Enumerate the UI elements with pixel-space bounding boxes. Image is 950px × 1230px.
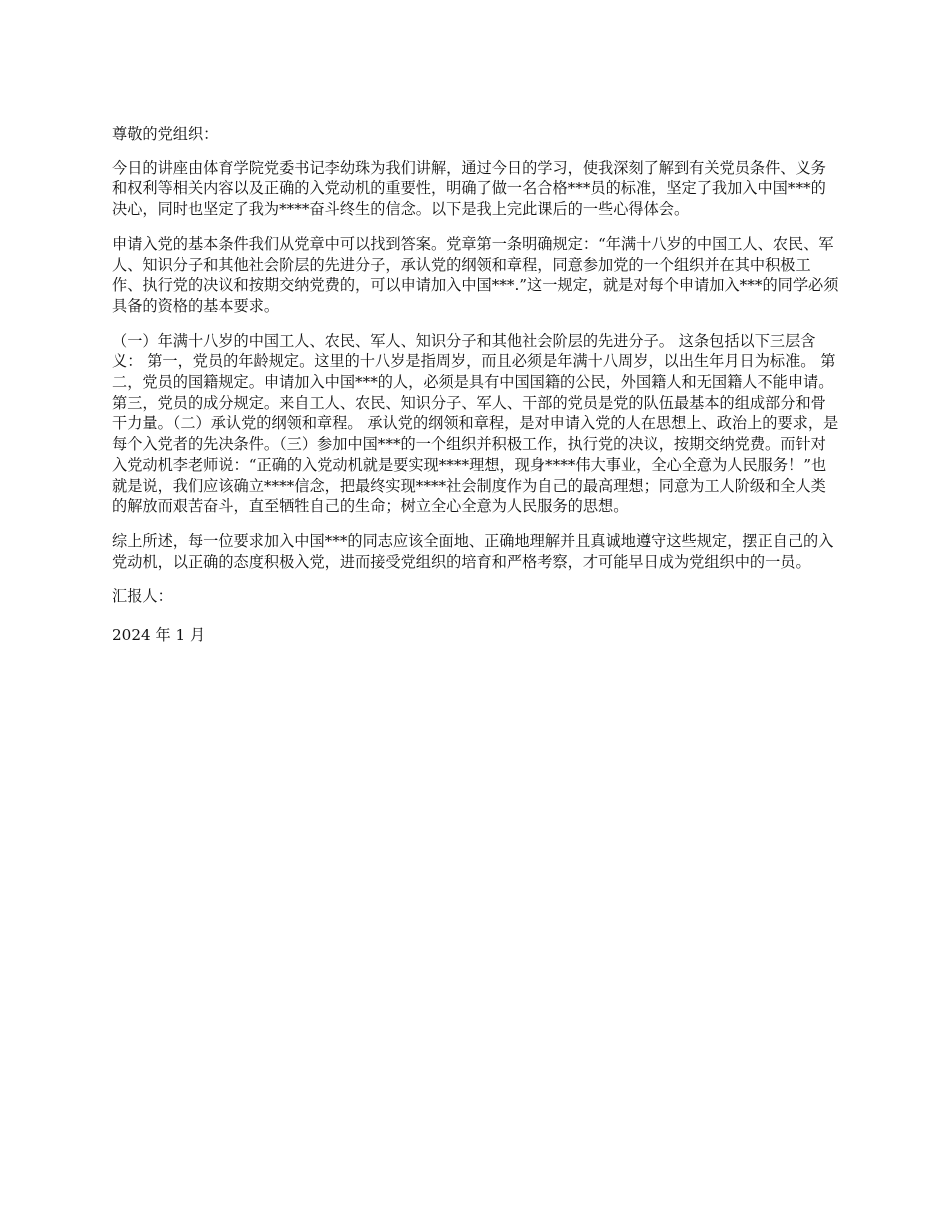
paragraph-basic-conditions: 申请入党的基本条件我们从党章中可以找到答案。党章第一条明确规定：“年满十八岁的中国工人、农民、军人、知识分子和其他社会阶层的先进分子，承认党的纲领和章程，同意参加党的一个组织并在其中积极工作、执行党的决议和按期交纳党费的，可以申请加入中国***.”这一规定，就是对每个申请加入***的同学必须具备的资格的基本要求。 [112, 234, 839, 315]
paragraph-conclusion: 综上所述，每一位要求加入中国***的同志应该全面地、正确地理解并且真诚地遵守这些规定，摆正自己的入党动机，以正确的态度积极入党，进而接受党组织的培育和严格考察，才可能早日成为党组织中的一员。 [112, 531, 834, 571]
salutation: 尊敬的党组织： [112, 125, 219, 143]
paragraph-intro: 今日的讲座由体育学院党委书记李幼珠为我们讲解，通过今日的学习，使我深刻了解到有关党员条件、义务和权利等相关内容以及正确的入党动机的重要性，明确了做一名合格***员的标准，坚定了我加入中国***的决心，同时也坚定了我为****奋斗终生的信念。以下是我上完此课后的一些心得体会。 [112, 158, 826, 219]
reporter-label: 汇报人： [112, 587, 173, 606]
document-date: 2024 年 1 月 [112, 626, 206, 645]
document-body [112, 124, 840, 660]
paragraph-detailed-explanation: （一）年满十八岁的中国工人、农民、军人、知识分子和其他社会阶层的先进分子。 这条包括以下三层含义： 第一，党员的年龄规定。这里的十八岁是指周岁，而且必须是年满十八周岁，以出生年月日为标准。 第二，党员的国籍规定。申请加入中国***的人，必须是具有中国国籍的公民，外国籍人和无国籍人不能申请。第三，党员的成分规定。来自工人、农民、知识分子、军人、干部的党员是党的队伍最基本的组成部分和骨干力量。（二）承认党的纲领和章程。 承认党的纲领和章程，是对申请入党的人在思想上、政治上的要求，是每个入党者的先决条件。（三）参加中国***的一个组织并积极工作，执行党的决议，按期交纳党费。而针对入党动机李老师说：“正确的入党动机就是要实现****理想，现身****伟大事业，全心全意为人民服务！”也就是说，我们应该确立****信念，把最终实现****社会制度作为自己的最高理想；同意为工人阶级和全人类的解放而艰苦奋斗，直至牺牲自己的生命；树立全心全意为人民服务的思想。 [112, 331, 839, 516]
